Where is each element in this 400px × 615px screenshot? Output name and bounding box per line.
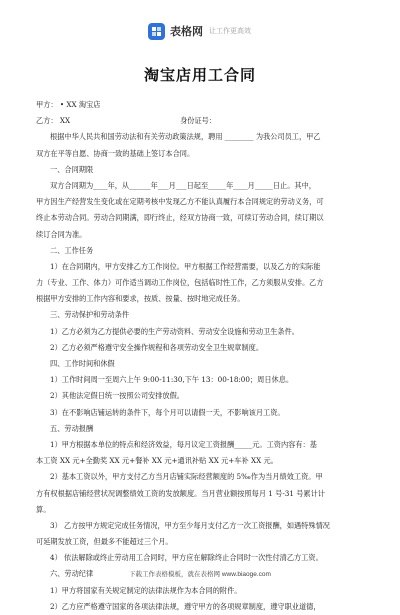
section-heading: 六、劳动纪律	[50, 569, 94, 579]
paragraph-line: 终止本劳动合同。劳动合同期满，即行终止，经双方协商一致，可续订劳动合同，续订期以	[36, 213, 324, 223]
paragraph-line: 根据中华人民共和国劳动法和有关劳动政策法规，聘用 ________ 为我公司员工，甲乙	[50, 132, 321, 142]
paragraph-line: 算。	[36, 504, 51, 514]
section-heading: 四、工作时间和休假	[50, 359, 115, 368]
party-a-label: 甲方：	[36, 100, 58, 109]
paragraph-line: 可延期发放工资，但最多不能超过三个月。	[36, 537, 173, 547]
section-heading: 一、合同期限	[50, 164, 94, 174]
paragraph-line: 根据甲方安排的工作内容和要求，按质、按量、按时地完成任务。	[36, 294, 245, 304]
paragraph-line: 3）在不影响店铺运转的条件下，每个月可以请假一天，不影响该月工资。	[50, 407, 285, 417]
paragraph-line: 2）基本工资以外，甲方支付乙方当月店铺实际经营额度的 5‰作为当月绩效工资。甲	[50, 472, 323, 482]
logo-slogan: 让工作更高效	[209, 28, 251, 35]
party-b-value: XX	[59, 116, 71, 126]
contract-body	[36, 97, 366, 615]
party-a-value: • XX 淘宝店	[59, 100, 101, 109]
paragraph-line: 1）甲方根据本单位的特点和经济效益，每月议定工资报酬_____元。工资内容有：基	[50, 439, 317, 449]
paragraph-line: 1）甲方将国家有关规定制定的法律法规作为本合同的附件。	[50, 585, 242, 595]
section-heading: 五、劳动报酬	[50, 423, 94, 433]
section-heading: 三、劳动保护和劳动条件	[50, 310, 130, 320]
paragraph-line: 1）乙方必须为乙方提供必要的生产劳动资料、劳动安全设施和劳动卫生条件。	[50, 326, 299, 336]
paragraph-line: 本工资 XX 元+全勤奖 XX 元+餐补 XX 元+通讯补贴 XX 元+车补 XX 元。	[36, 456, 278, 466]
party-b-label: 乙方：	[36, 116, 58, 126]
document-title: 淘宝店用工合同	[143, 66, 256, 84]
site-logo[interactable]	[148, 21, 251, 41]
biaoge-logo-icon	[148, 23, 165, 40]
paragraph-line: 双方合同期为____年，从______年___月___日起至_____年____月_____日止。其中，	[50, 180, 316, 190]
paragraph-line: 续订合同为准。	[36, 229, 87, 239]
page-footer: 下载工作表格模板，就在表格网 www.biaoge.com	[129, 571, 271, 578]
paragraph-line: 力（专业、工作、体力）可作适当调动工作岗位，包括临时性工作，乙方须服从安排。乙方	[36, 278, 324, 288]
party-b-id-label: 身份证号：	[180, 116, 217, 126]
logo-name: 表格网	[170, 26, 203, 38]
paragraph-line: 1）在合同期内，甲方安排乙方工作岗位。甲方根据工作经营需要，以及乙方的实际能	[50, 261, 321, 271]
paragraph-line: 2）乙方应严格遵守国家的各项法律法规，遵守甲方的各项规章制度，遵守职业道德，	[50, 601, 321, 611]
party-b-line	[36, 113, 366, 129]
party-a-line	[36, 97, 366, 113]
paragraph-line: 甲方因生产经营发生变化或在定期考核中发现乙方不能认真履行本合同规定的劳动义务，可	[36, 197, 324, 207]
paragraph-line: 方有权根据店铺经营状况调整绩效工资的发放额度。当月营业额按照每月 1 号-31 号累计计	[36, 488, 325, 498]
paragraph-line: 2）其他法定假日统一按照公司安排放假。	[50, 391, 184, 401]
paragraph-line: 1）工作时间周一至周六上午 9:00-11:30,下午 13：00-18:00；周日休息。	[50, 375, 294, 385]
section-heading: 二、工作任务	[50, 245, 94, 255]
paragraph-line: 双方在平等自愿、协商一致的基础上签订本合同。	[36, 148, 195, 158]
paragraph-line: 3） 乙方按甲方规定完成任务情况，甲方至少每月支付乙方一次工资报酬，如遇特殊情况	[50, 520, 330, 530]
paragraph-line: 4） 依法解除或终止劳动用工合同时，甲方应在解除终止合同时一次性付清乙方工资。	[50, 553, 323, 563]
paragraph-line: 2）乙方必须严格遵守安全操作规程和各项劳动安全卫生规章制度。	[50, 342, 264, 352]
